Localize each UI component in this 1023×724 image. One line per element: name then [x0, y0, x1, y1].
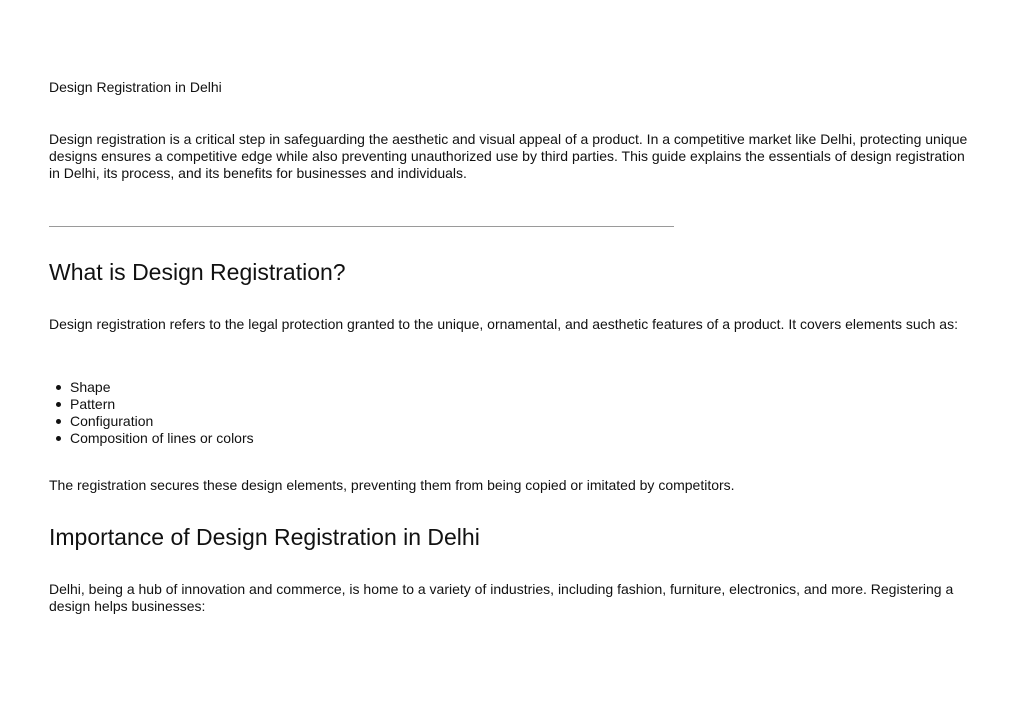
bullet-icon: [56, 419, 61, 424]
list-item-text: Configuration: [70, 413, 154, 429]
intro-paragraph: Design registration is a critical step in safeguarding the aesthetic and visual appeal of a product. In a competitive market like Delhi, protecting unique designs ensures a competitive edge while also preventing unauthorized use by third parties. This guide explains the essentials of design registration in Delhi, its process, and its benefits for businesses and individuals.: [49, 131, 968, 181]
closing-paragraph: The registration secures these design elements, preventing them from being copied or imitated by competitors.: [49, 477, 735, 493]
list-item-text: Shape: [70, 379, 111, 395]
section-heading-importance: Importance of Design Registration in Delhi: [49, 524, 480, 550]
importance-paragraph: Delhi, being a hub of innovation and commerce, is home to a variety of industries, including fashion, furniture, electronics, and more. Registering a design helps businesses:: [49, 581, 954, 614]
list-item: [49, 396, 254, 413]
section-divider: [49, 226, 674, 227]
section-heading-what-is: What is Design Registration?: [49, 259, 346, 285]
design-elements-list: [49, 379, 254, 447]
list-item: [49, 379, 254, 396]
bullet-icon: [56, 436, 61, 441]
document-title: Design Registration in Delhi: [49, 79, 222, 95]
list-item-text: Pattern: [70, 396, 116, 412]
list-item: [49, 413, 254, 430]
bullet-icon: [56, 402, 61, 407]
list-item-text: Composition of lines or colors: [70, 430, 254, 446]
bullet-icon: [56, 385, 61, 390]
list-item: [49, 430, 254, 447]
definition-paragraph: Design registration refers to the legal protection granted to the unique, ornamental, and aesthetic features of a product. It covers elements such as:: [49, 316, 958, 332]
